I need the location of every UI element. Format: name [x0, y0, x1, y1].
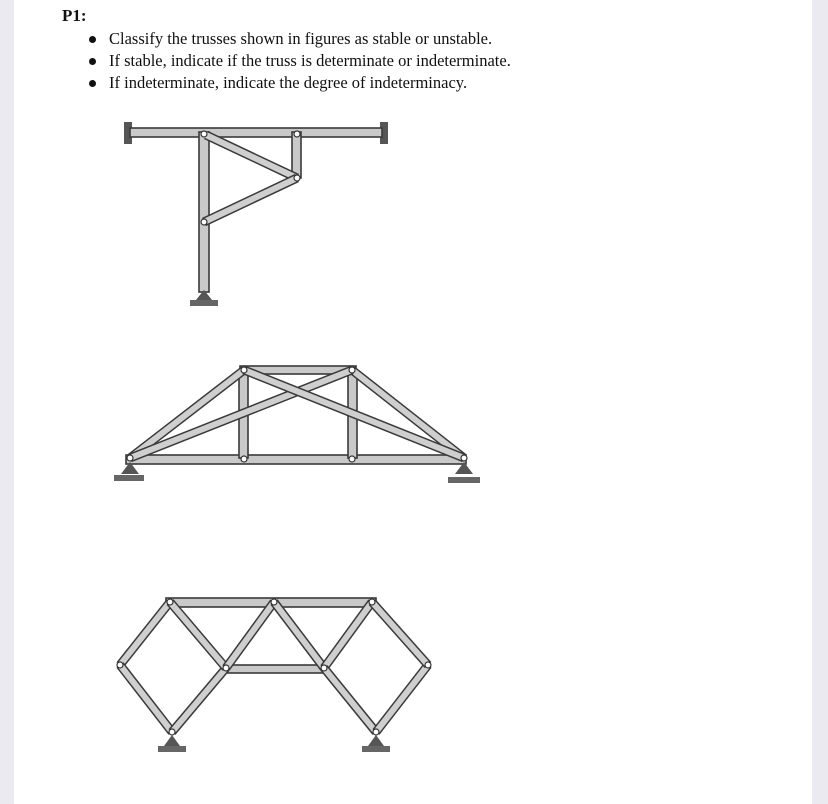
diamond-truss-icon — [117, 598, 431, 749]
problem-label: P1: — [62, 6, 87, 25]
pin-support-icon — [164, 735, 180, 746]
instruction-item: If indeterminate, indicate the degree of indeterminacy. — [86, 72, 511, 94]
instruction-item: If stable, indicate if the truss is determinate or indeterminate. — [86, 50, 511, 72]
instruction-item: Classify the trusses shown in figures as stable or unstable. — [86, 28, 511, 50]
middle-chord — [222, 665, 326, 673]
pin-support-icon — [368, 735, 384, 746]
